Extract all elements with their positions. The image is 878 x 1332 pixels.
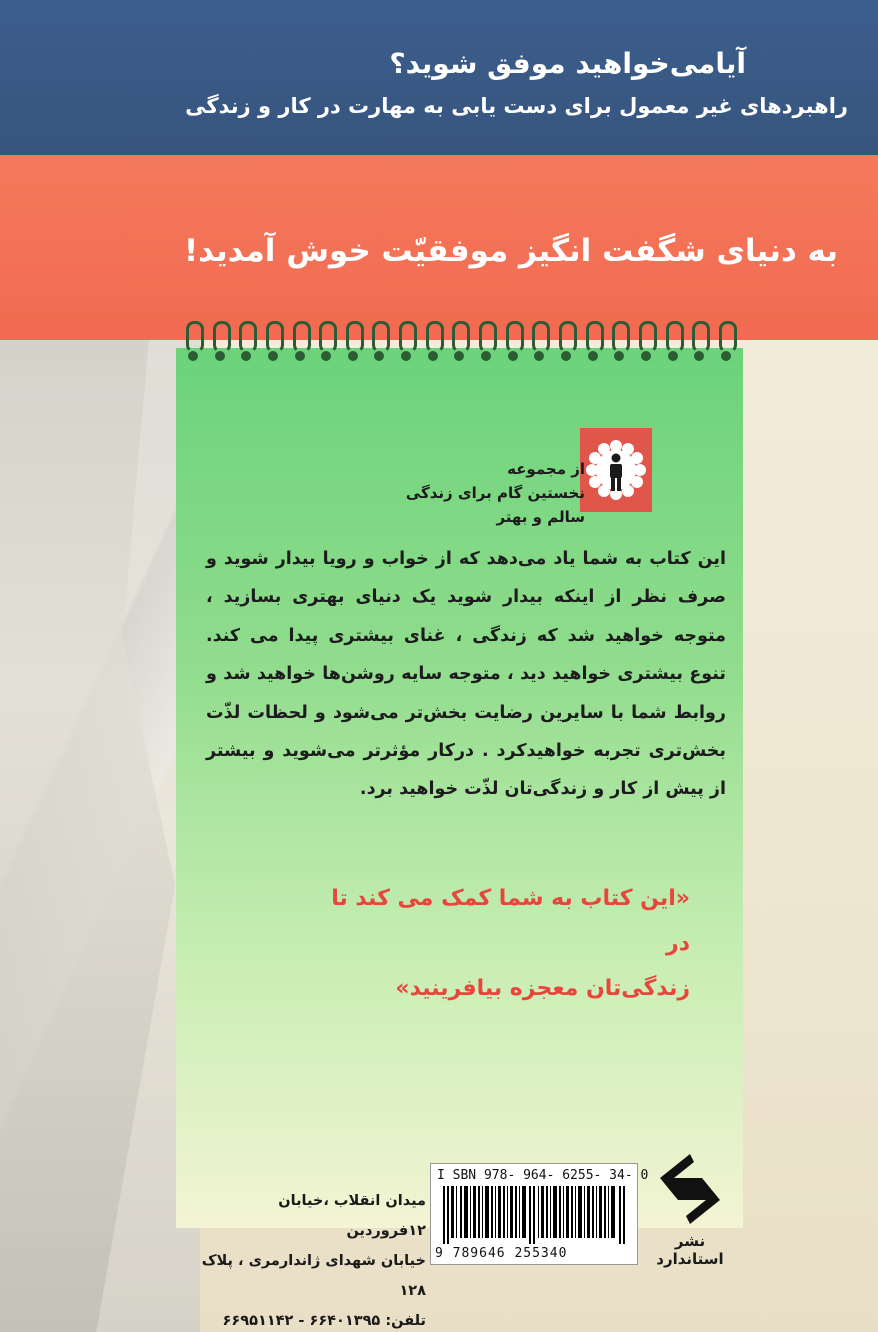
spiral-ring — [717, 317, 735, 369]
spiral-ring — [530, 317, 548, 369]
welcome-text: به دنیای شگفت انگیز موفقیّت خوش آمدید! — [184, 233, 838, 269]
quote-line: زندگی‌تان معجزه بیافرینید» — [395, 976, 690, 1001]
spiral-ring — [344, 317, 362, 369]
spiral-ring — [317, 317, 335, 369]
quote-text — [330, 876, 690, 1011]
address-line: خیابان شهدای ژاندارمری ، پلاک ۱۲۸ — [201, 1253, 426, 1299]
spiral-ring — [504, 317, 522, 369]
barcode-icon — [437, 1186, 633, 1244]
series-line: سالم و بهتر — [496, 508, 585, 526]
spiral-ring — [211, 317, 229, 369]
address-line: میدان انقلاب ،خیابان ۱۲فروردین — [278, 1193, 426, 1239]
spiral-ring — [664, 317, 682, 369]
header-question: آیامی‌خواهید موفق شوید؟ — [389, 47, 746, 80]
header-band — [0, 0, 878, 155]
spiral-ring — [264, 317, 282, 369]
series-line: نخستین گام برای زندگی — [405, 484, 585, 502]
publisher-logo-icon — [650, 1148, 730, 1228]
isbn-barcode — [430, 1163, 649, 1265]
publisher-name: نشر استاندارد — [656, 1232, 724, 1268]
spiral-ring — [370, 317, 388, 369]
series-line: از مجموعه — [507, 460, 585, 478]
flower-person-icon — [584, 438, 648, 502]
header-subtitle: راهبردهای غیر معمول برای دست یابی به مهارت در کار و زندگی — [185, 94, 848, 118]
spiral-ring — [291, 317, 309, 369]
spiral-ring — [477, 317, 495, 369]
address-line: تلفن: ۶۶۴۰۱۳۹۵ - ۶۶۹۵۱۱۴۲ — [222, 1313, 426, 1329]
spiral-ring — [184, 317, 202, 369]
spiral-binding — [176, 317, 743, 369]
series-logo — [580, 428, 652, 512]
barcode-number: 9 789646 255340 — [435, 1246, 568, 1261]
isbn-label: I SBN 978- 964- 6255- 34- 0 — [437, 1168, 649, 1183]
quote-line: «این کتاب به شما کمک می کند تا در — [331, 886, 690, 956]
spiral-ring — [450, 317, 468, 369]
spiral-ring — [637, 317, 655, 369]
spiral-ring — [610, 317, 628, 369]
spiral-ring — [690, 317, 708, 369]
description-text: این کتاب به شما یاد می‌دهد که از خواب و رویا بیدار شوید و صرف نظر از اینکه بیدار شوید یک دنیای بهتری بسازید ، متوجه خواهید شد که زندگی ، غنای بیشتری پیدا می کند. تنوع بیشتری خواهید دید ، متوجه سایه روشن‌ها خواهید شد و روابط شما با سایرین رضایت بخش‌تر می‌شود و لحظات لذّت بخش‌تری تجربه خواهیدکرد . درکار مؤثرتر می‌شوید و بیشتر از پیش از کار و زندگی‌تان لذّت خواهید برد. — [206, 549, 726, 800]
spiral-ring — [584, 317, 602, 369]
spiral-ring — [237, 317, 255, 369]
series-info — [370, 457, 585, 529]
spiral-ring — [424, 317, 442, 369]
publisher-address — [196, 1186, 426, 1332]
spiral-ring — [557, 317, 575, 369]
welcome-band — [0, 155, 878, 340]
spiral-ring — [397, 317, 415, 369]
